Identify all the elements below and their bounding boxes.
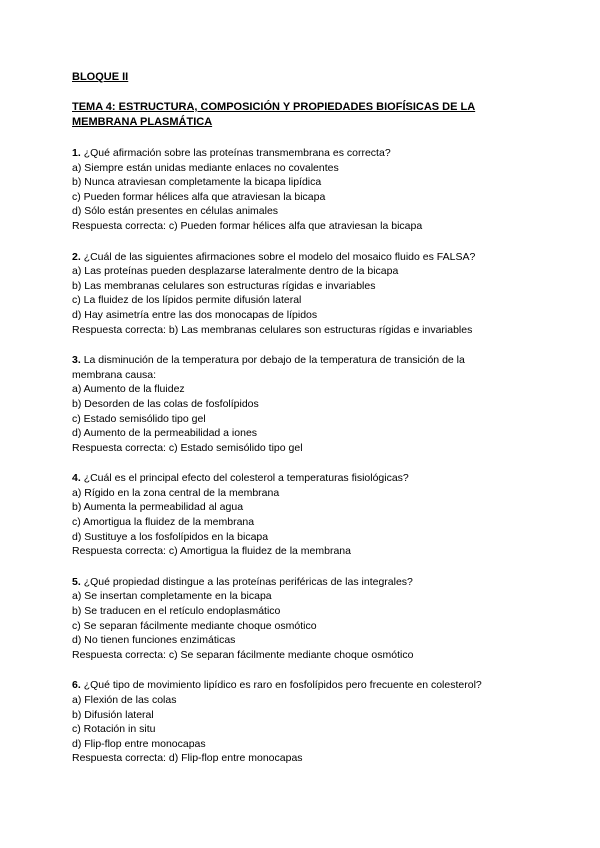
option-c: c) Pueden formar hélices alfa que atraviesan la bicapa <box>72 190 326 203</box>
correct-answer: Respuesta correcta: c) Estado semisólido tipo gel <box>72 441 303 454</box>
option-b: b) Se traducen en el retículo endoplasmático <box>72 605 281 618</box>
option-a: a) Siempre están unidas mediante enlaces no covalentes <box>72 161 339 174</box>
option-a: a) Las proteínas pueden desplazarse lateralmente dentro de la bicapa <box>72 265 399 278</box>
option-d: d) Sustituye a los fosfolípidos en la bicapa <box>72 530 269 543</box>
option-a: a) Rígido en la zona central de la membrana <box>72 486 280 499</box>
question-text: 3. La disminución de la temperatura por debajo de la temperatura de transición de la membrana causa: <box>72 354 465 381</box>
question-text: 1. ¿Qué afirmación sobre las proteínas transmembrana es correcta? <box>72 147 391 159</box>
question-2 <box>72 250 560 338</box>
option-c: c) Se separan fácilmente mediante choque osmótico <box>72 619 317 632</box>
option-c: c) La fluidez de los lípidos permite difusión lateral <box>72 294 302 307</box>
option-d: d) Flip-flop entre monocapas <box>72 737 206 750</box>
correct-answer: Respuesta correcta: c) Se separan fácilmente mediante choque osmótico <box>72 648 414 661</box>
option-b: b) Nunca atraviesan completamente la bicapa lipídica <box>72 176 322 189</box>
question-1 <box>72 146 560 234</box>
question-text: 5. ¿Qué propiedad distingue a las proteínas periféricas de las integrales? <box>72 575 413 588</box>
block-title: BLOQUE II <box>72 71 129 83</box>
option-d: d) Sólo están presentes en células animales <box>72 205 279 218</box>
question-number: 2. <box>72 250 81 263</box>
option-c: c) Estado semisólido tipo gel <box>72 412 206 425</box>
option-b: b) Difusión lateral <box>72 708 154 721</box>
question-number: 1. <box>72 147 81 159</box>
correct-answer: Respuesta correcta: c) Pueden formar hélices alfa que atraviesan la bicapa <box>72 219 423 232</box>
option-d: d) Hay asimetría entre las dos monocapas de lípidos <box>72 308 318 321</box>
option-d: d) No tienen funciones enzimáticas <box>72 634 236 647</box>
question-3 <box>72 353 560 455</box>
option-d: d) Aumento de la permeabilidad a iones <box>72 427 258 440</box>
option-c: c) Rotación in situ <box>72 723 156 736</box>
question-4 <box>72 471 560 559</box>
option-a: a) Se insertan completamente en la bicapa <box>72 590 272 603</box>
option-c: c) Amortigua la fluidez de la membrana <box>72 516 255 529</box>
option-b: b) Desorden de las colas de fosfolípidos <box>72 397 259 410</box>
question-6 <box>72 678 560 766</box>
question-number: 3. <box>72 354 81 367</box>
question-number: 6. <box>72 679 81 692</box>
option-b: b) Las membranas celulares son estructuras rígidas e invariables <box>72 279 376 292</box>
question-number: 4. <box>72 472 81 485</box>
correct-answer: Respuesta correcta: d) Flip-flop entre monocapas <box>72 752 303 765</box>
option-b: b) Aumenta la permeabilidad al agua <box>72 501 244 514</box>
option-a: a) Aumento de la fluidez <box>72 383 185 396</box>
question-5 <box>72 575 560 663</box>
option-a: a) Flexión de las colas <box>72 694 177 706</box>
topic-title: TEMA 4: ESTRUCTURA, COMPOSICIÓN Y PROPIEDADES BIOFÍSICAS DE LA MEMBRANA PLASMÁTICA <box>72 101 476 128</box>
correct-answer: Respuesta correcta: c) Amortigua la fluidez de la membrana <box>72 545 351 558</box>
question-text: 2. ¿Cuál de las siguientes afirmaciones sobre el modelo del mosaico fluido es FALSA? <box>72 250 476 263</box>
question-text: 6. ¿Qué tipo de movimiento lipídico es raro en fosfolípidos pero frecuente en colesterol? <box>72 679 482 692</box>
question-text: 4. ¿Cuál es el principal efecto del colesterol a temperaturas fisiológicas? <box>72 472 409 485</box>
question-number: 5. <box>72 575 81 588</box>
correct-answer: Respuesta correcta: b) Las membranas celulares son estructuras rígidas e invariables <box>72 323 473 336</box>
